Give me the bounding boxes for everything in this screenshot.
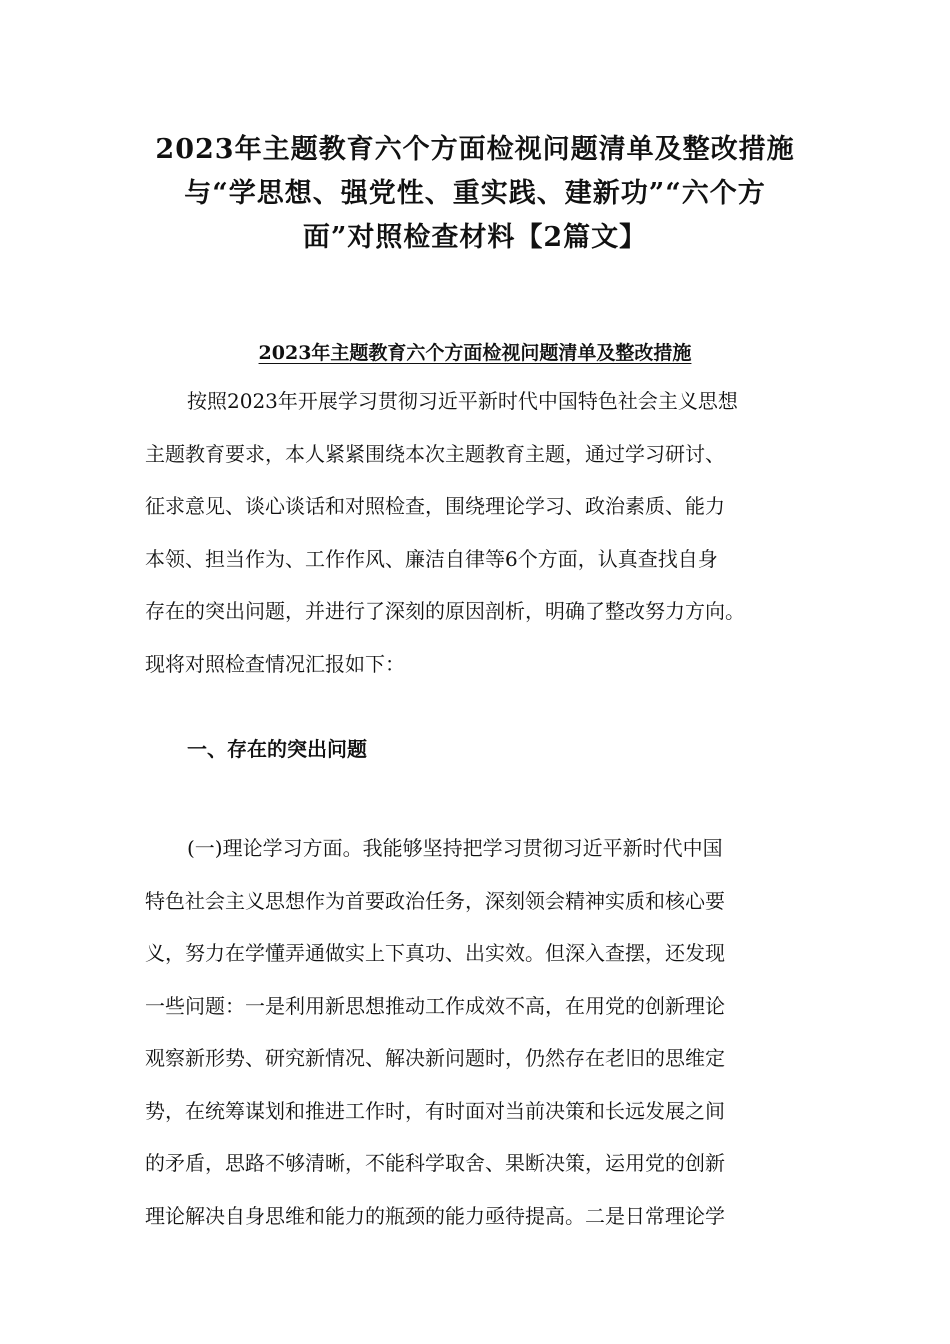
title-line: 面”对照检查材料【2篇文】	[302, 222, 648, 253]
paragraph-line: 一些问题：一是利用新思想推动工作成效不高，在用党的创新理论	[145, 993, 725, 1018]
paragraph-line: 征求意见、谈心谈话和对照检查，围绕理论学习、政治素质、能力	[145, 494, 725, 518]
paragraph-line: 义，努力在学懂弄通做实上下真功、出实效。但深入查摆，还发现	[145, 941, 725, 965]
paragraph-line: 现将对照检查情况汇报如下：	[145, 651, 405, 676]
body-paragraph	[145, 830, 825, 1250]
intro-paragraph	[145, 383, 825, 698]
paragraph-line: 势，在统筹谋划和推进工作时，有时面对当前决策和长远发展之间	[145, 1098, 725, 1123]
section-heading: 一、存在的突出问题	[187, 737, 367, 761]
paragraph-line: (一)理论学习方面。我能够坚持把学习贯彻习近平新时代中国	[187, 836, 723, 860]
paragraph-line: 的矛盾，思路不够清晰，不能科学取舍、果断决策，运用党的创新	[145, 1151, 725, 1175]
paragraph-line: 理论解决自身思维和能力的瓶颈的能力亟待提高。二是日常理论学	[145, 1203, 725, 1228]
title-line: 与“学思想、强党性、重实践、建新功”“六个方	[184, 178, 766, 209]
title-line: 2023年主题教育六个方面检视问题清单及整改措施	[155, 134, 795, 165]
paragraph-line: 主题教育要求，本人紧紧围绕本次主题教育主题，通过学习研讨、	[145, 441, 725, 466]
paragraph-line: 本领、担当作为、工作作风、廉洁自律等6个方面，认真查找自身	[145, 546, 718, 571]
paragraph-line: 按照2023年开展学习贯彻习近平新时代中国特色社会主义思想	[187, 389, 738, 413]
document-title	[140, 128, 810, 260]
paragraph-line: 存在的突出问题，并进行了深刻的原因剖析，明确了整改努力方向。	[145, 599, 745, 623]
paragraph-line: 观察新形势、研究新情况、解决新问题时，仍然存在老旧的思维定	[145, 1046, 725, 1070]
paragraph-line: 特色社会主义思想作为首要政治任务，深刻领会精神实质和核心要	[145, 888, 725, 913]
section-subtitle: 2023年主题教育六个方面检视问题清单及整改措施	[258, 342, 692, 364]
